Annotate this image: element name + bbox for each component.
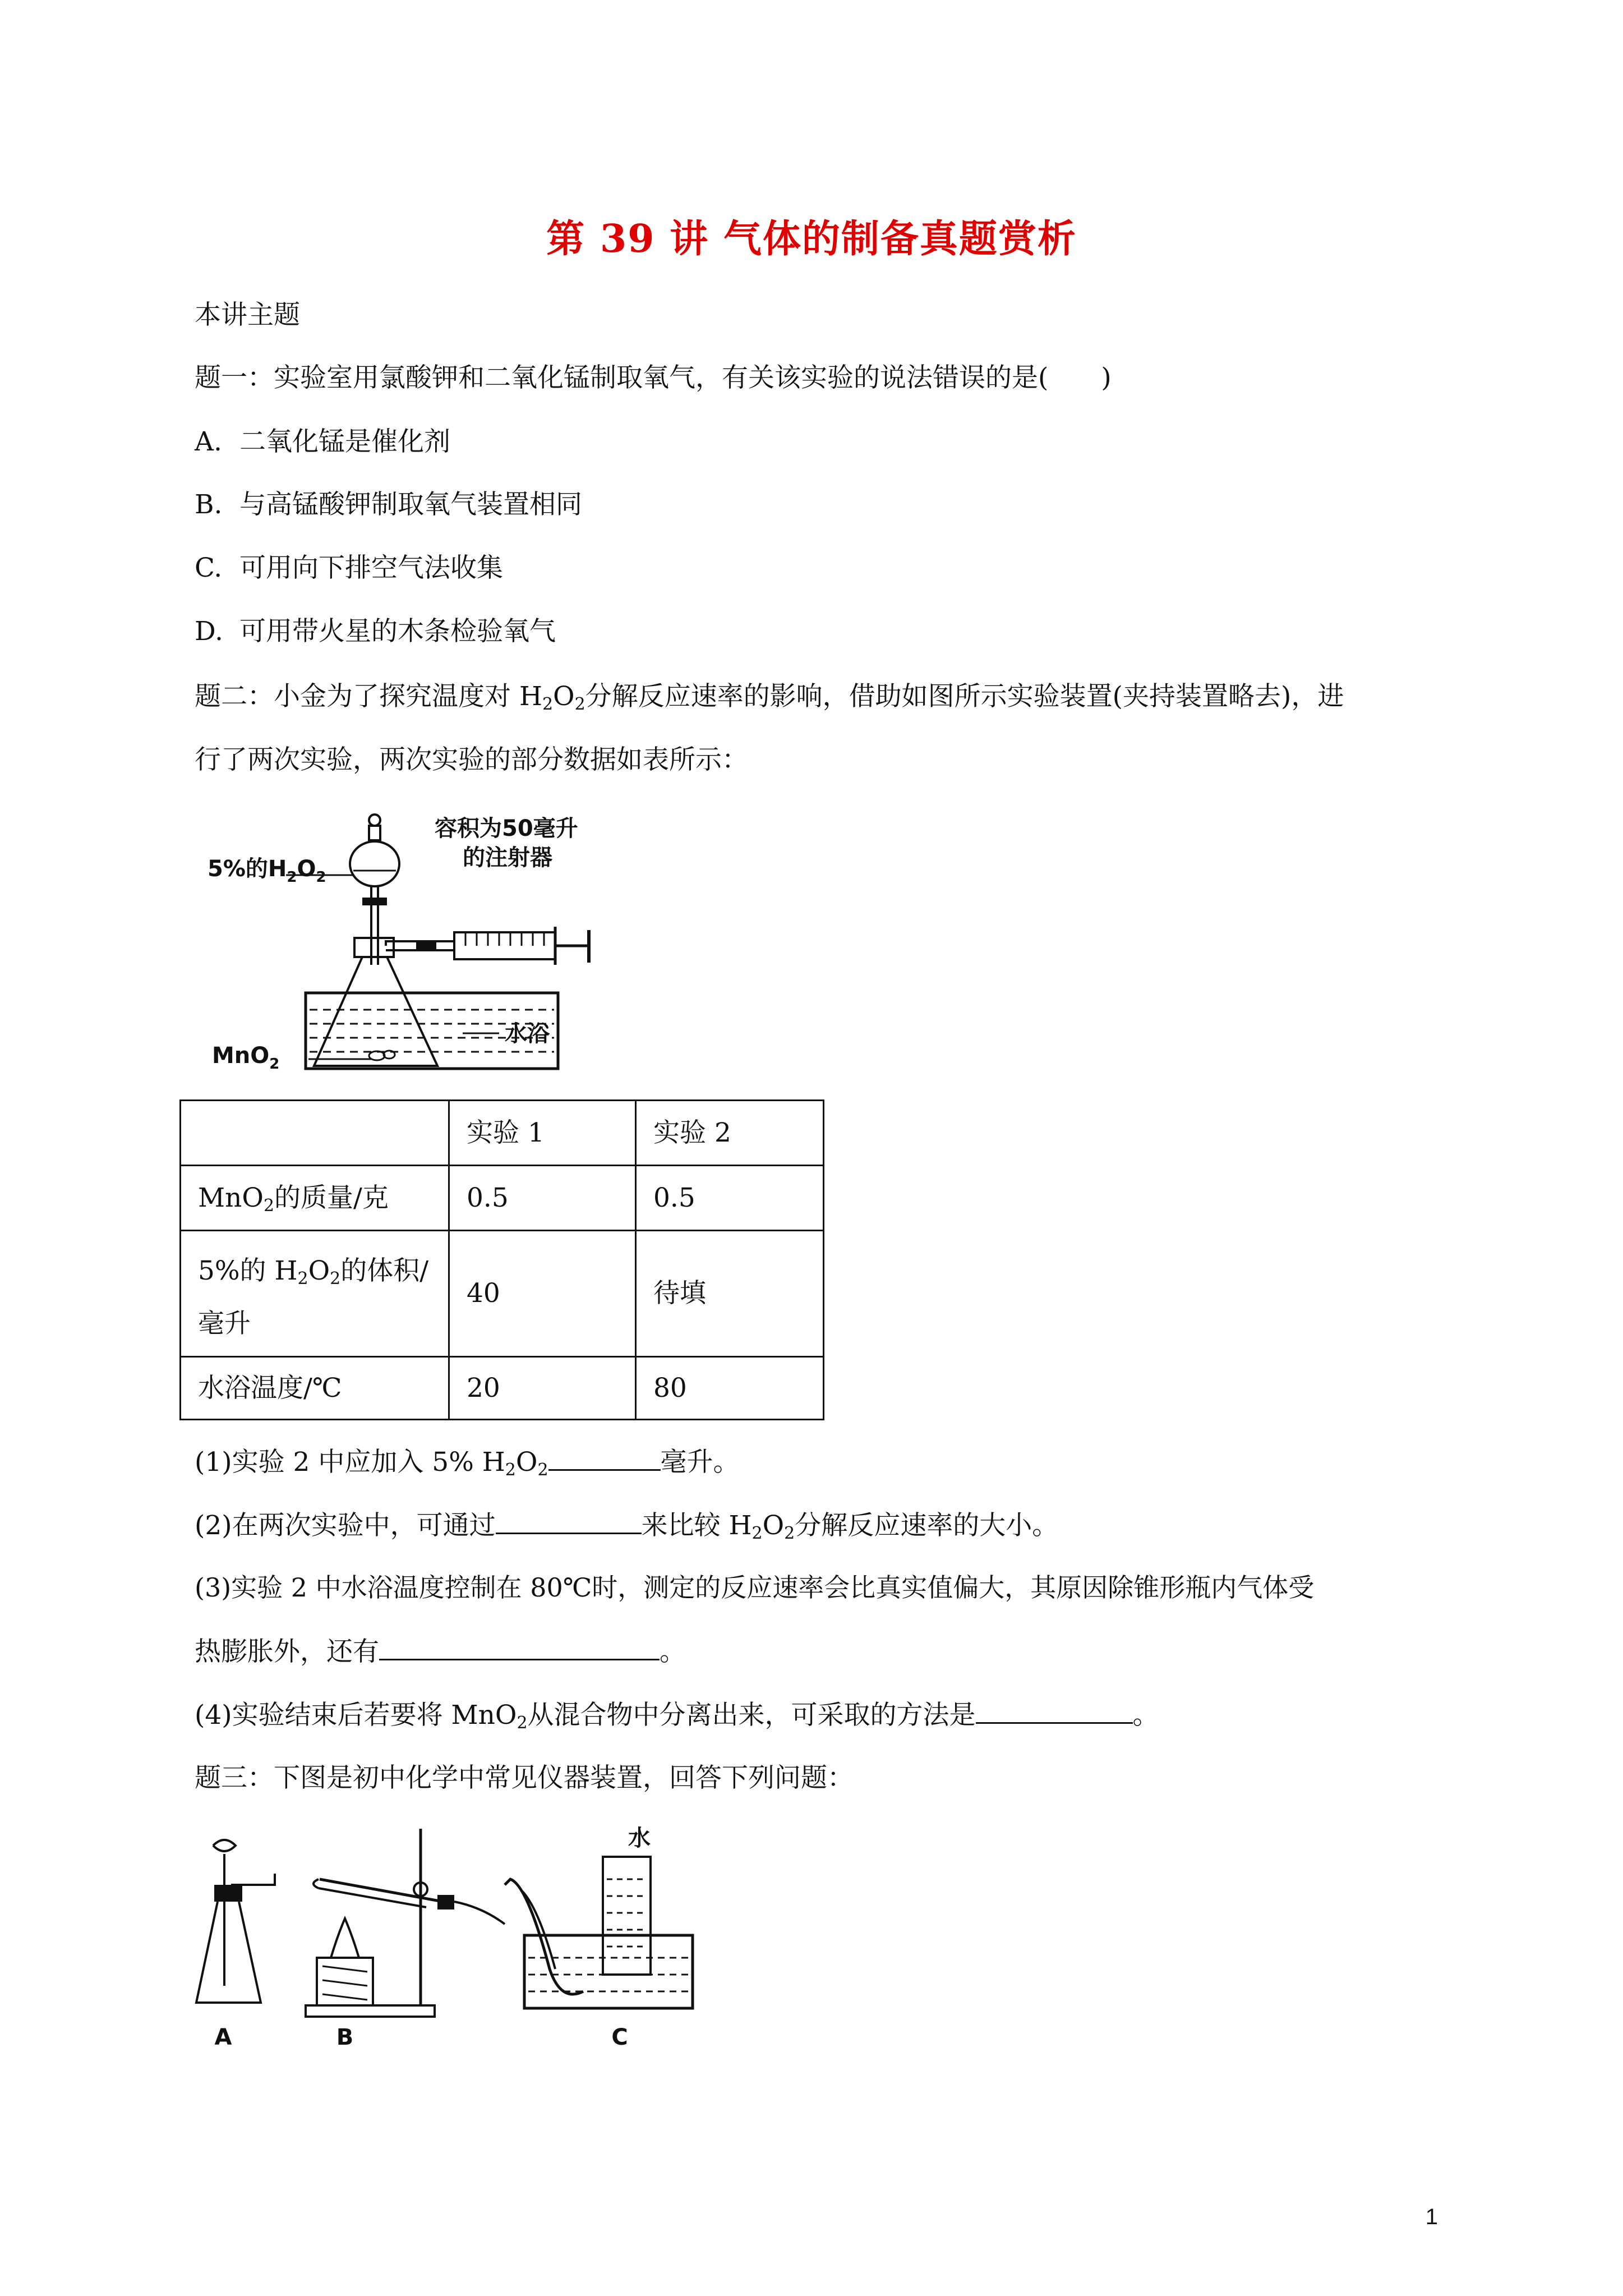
table-cell: 40 [449, 1231, 636, 1357]
table-row [181, 1231, 824, 1357]
answer-blank[interactable] [548, 1444, 661, 1471]
q2-sub-question-1: (1)实验 2 中应加入 5% $H_2O_2$ 毫升。 [195, 1444, 740, 1479]
table-row [181, 1101, 824, 1166]
q1-stem: 题一：实验室用氯酸钾和二氧化锰制取氧气，有关该实验的说法错误的是( ) [195, 362, 1112, 393]
q2-sub-question-2: (2)在两次实验中，可通过 来比较 $H_2O_2$分解反应速率的大小。 [195, 1508, 1058, 1543]
answer-blank[interactable] [976, 1697, 1133, 1724]
q2-stem-line1: 题二：小金为了探究温度对 $H_2O_2$分解反应速率的影响，借助如图所示实验装置(夹持装置略去)，进 [195, 681, 1344, 714]
apparatus-c [505, 1825, 693, 2008]
apparatus-a [196, 1840, 275, 2003]
q2-stem-line2: 行了两次实验，两次实验的部分数据如表所示： [195, 744, 748, 775]
q2-sub-question-4: (4)实验结束后若要将 MnO$_2$从混合物中分离出来，可采取的方法是 。 [195, 1697, 1159, 1732]
experiment-table [179, 1099, 824, 1420]
water-label: 水 [628, 1825, 651, 1851]
label-b: B [336, 2024, 354, 2050]
label-syringe-line2: 的注射器 [463, 845, 552, 871]
answer-blank[interactable] [379, 1634, 660, 1660]
table-header-exp1: 实验 1 [449, 1101, 636, 1166]
page-title: 第 39 讲 气体的制备真题赏析 [546, 217, 1077, 261]
table-cell-label: MnO$_2$的质量/克 [181, 1166, 449, 1231]
q2-sub-question-3-line2: 热膨胀外，还有 。 [195, 1634, 686, 1669]
label-mno2: MnO$_2$ [212, 1043, 280, 1071]
answer-blank[interactable] [496, 1508, 642, 1534]
table-cell: 0.5 [449, 1166, 636, 1231]
h2o2-apparatus-figure [208, 808, 634, 1071]
label-syringe-line1: 容积为50毫升 [435, 816, 578, 841]
page-number: 1 [1425, 2205, 1438, 2229]
q1-option-b: B. 与高锰酸钾制取氧气装置相同 [195, 489, 582, 520]
apparatus-b [306, 1829, 505, 2017]
label-h2o2: 5%的$H_2O_2$ [208, 856, 326, 886]
label-c: C [611, 2024, 628, 2050]
q1-option-a: A. 二氧化锰是催化剂 [195, 426, 450, 457]
q1-option-d: D. 可用带火星的木条检验氧气 [195, 616, 556, 647]
table-header-exp2: 实验 2 [636, 1101, 824, 1166]
table-row [181, 1357, 824, 1420]
table-cell: 待填 [636, 1231, 824, 1357]
table-cell-label: 水浴温度/℃ [181, 1357, 449, 1420]
table-cell: 80 [636, 1357, 824, 1420]
table-cell-label: 5%的 $H_2O_2$的体积/ 毫升 [181, 1231, 449, 1357]
section-heading: 本讲主题 [195, 300, 300, 330]
q3-stem: 题三：下图是初中化学中常见仪器装置，回答下列问题： [195, 1763, 854, 1793]
table-cell: 0.5 [636, 1166, 824, 1231]
q2-sub-question-3-line1: (3)实验 2 中水浴温度控制在 80℃时，测定的反应速率会比真实值偏大，其原因除锥形瓶内气体受 [195, 1572, 1315, 1603]
label-a: A [214, 2024, 232, 2050]
label-water-bath: 水浴 [505, 1021, 550, 1047]
table-row [181, 1166, 824, 1231]
apparatus-abc-figure [191, 1823, 774, 2059]
table-cell: 20 [449, 1357, 636, 1420]
q1-option-c: C. 可用向下排空气法收集 [195, 553, 503, 583]
table-header-empty [181, 1101, 449, 1166]
